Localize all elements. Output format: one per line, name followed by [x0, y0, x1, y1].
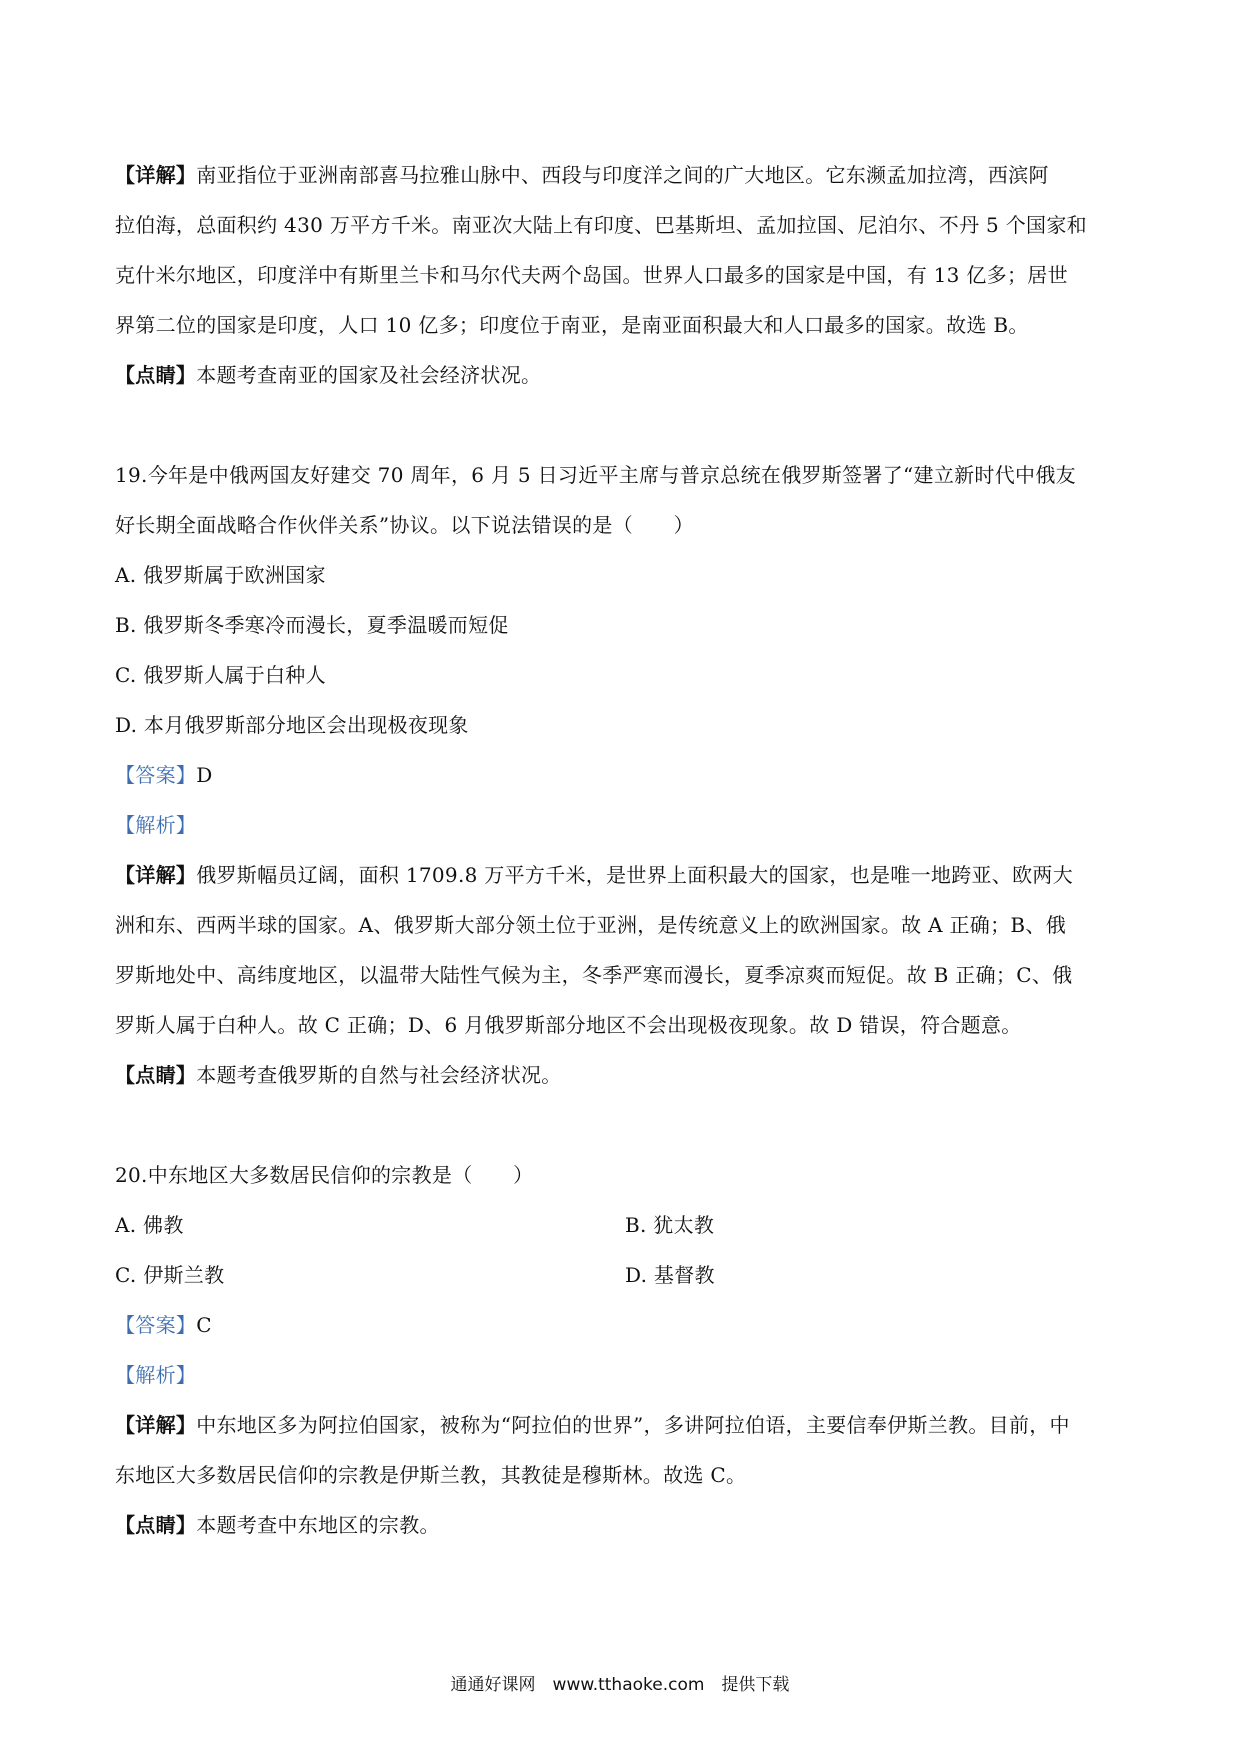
q20-option-a: A. 佛教 [115, 1213, 184, 1237]
q19-answer [115, 750, 1145, 800]
q19-detail-line-2: 洲和东、西两半球的国家。A、俄罗斯大部分领土位于亚洲，是传统意义上的欧洲国家。故 A 正确；B、俄 [115, 913, 1066, 937]
q20-comment: 【点睛】本题考查中东地区的宗教。 [115, 1513, 440, 1537]
detail-tag: 【详解】 [115, 163, 197, 187]
document-page [115, 150, 1145, 1550]
comment-tag: 【点睛】 [115, 1513, 197, 1537]
detail-tag: 【详解】 [115, 1413, 197, 1437]
q19-detail-line-3: 罗斯地处中、高纬度地区，以温带大陆性气候为主，冬季严寒而漫长，夏季凉爽而短促。故 B 正确；C、俄 [115, 963, 1073, 987]
comment-tag: 【点睛】 [115, 363, 197, 387]
q19-option-d: D. 本月俄罗斯部分地区会出现极夜现象 [115, 713, 469, 737]
s1-detail-line-1: 【详解】南亚指位于亚洲南部喜马拉雅山脉中、西段与印度洋之间的广大地区。它东濒孟加拉湾，西滨阿 [115, 163, 1049, 187]
q19-option-b: B. 俄罗斯冬季寒冷而漫长，夏季温暖而短促 [115, 613, 509, 637]
s1-comment: 【点睛】本题考查南亚的国家及社会经济状况。 [115, 363, 542, 387]
q20-detail-line-2: 东地区大多数居民信仰的宗教是伊斯兰教，其教徒是穆斯林。故选 C。 [115, 1463, 747, 1487]
q19-option-c: C. 俄罗斯人属于白种人 [115, 663, 326, 687]
s1-detail-line-4: 界第二位的国家是印度，人口 10 亿多；印度位于南亚，是南亚面积最大和人口最多的国家。故选 B。 [115, 313, 1029, 337]
answer-tag: 【答案】 [115, 1313, 197, 1337]
q20-option-c: C. 伊斯兰教 [115, 1263, 225, 1287]
q19-stem-line-2: 好长期全面战略合作伙伴关系”协议。以下说法错误的是（ ） [115, 513, 694, 537]
q19-detail-line-1: 【详解】俄罗斯幅员辽阔，面积 1709.8 万平方千米，是世界上面积最大的国家，也是唯一地跨亚、欧两大 [115, 863, 1073, 887]
answer-value: D [196, 763, 213, 787]
q20-answer [115, 1300, 1145, 1350]
s1-detail-line-3: 克什米尔地区，印度洋中有斯里兰卡和马尔代夫两个岛国。世界人口最多的国家是中国，有 13 亿多；居世 [115, 263, 1068, 287]
q20-detail-line-1: 【详解】中东地区多为阿拉伯国家，被称为“阿拉伯的世界”，多讲阿拉伯语，主要信奉伊斯兰教。目前，中 [115, 1413, 1070, 1437]
answer-tag: 【答案】 [115, 763, 197, 787]
q20-option-d: D. 基督教 [625, 1263, 715, 1287]
q20-options-row-2 [115, 1250, 1145, 1300]
q20-option-b: B. 犹太教 [625, 1213, 715, 1237]
q19-stem-line-1: 19.今年是中俄两国友好建交 70 周年，6 月 5 日习近平主席与普京总统在俄罗斯签署了“建立新时代中俄友 [115, 463, 1076, 487]
s1-detail-line-2: 拉伯海，总面积约 430 万平方千米。南亚次大陆上有印度、巴基斯坦、孟加拉国、尼泊尔、不丹 5 个国家和 [115, 213, 1087, 237]
comment-tag: 【点睛】 [115, 1063, 197, 1087]
q20-options-row-1 [115, 1200, 1145, 1250]
q19-analysis-tag: 【解析】 [115, 813, 197, 837]
q20-stem: 20.中东地区大多数居民信仰的宗教是（ ） [115, 1163, 534, 1187]
detail-tag: 【详解】 [115, 863, 197, 887]
page-footer: 通通好课网 www.tthaoke.com 提供下载 [450, 1675, 790, 1695]
q20-analysis-tag: 【解析】 [115, 1363, 197, 1387]
answer-value: C [196, 1313, 212, 1337]
q19-detail-line-4: 罗斯人属于白种人。故 C 正确；D、6 月俄罗斯部分地区不会出现极夜现象。故 D 错误，符合题意。 [115, 1013, 1022, 1037]
q19-option-a: A. 俄罗斯属于欧洲国家 [115, 563, 326, 587]
q19-comment: 【点睛】本题考查俄罗斯的自然与社会经济状况。 [115, 1063, 562, 1087]
